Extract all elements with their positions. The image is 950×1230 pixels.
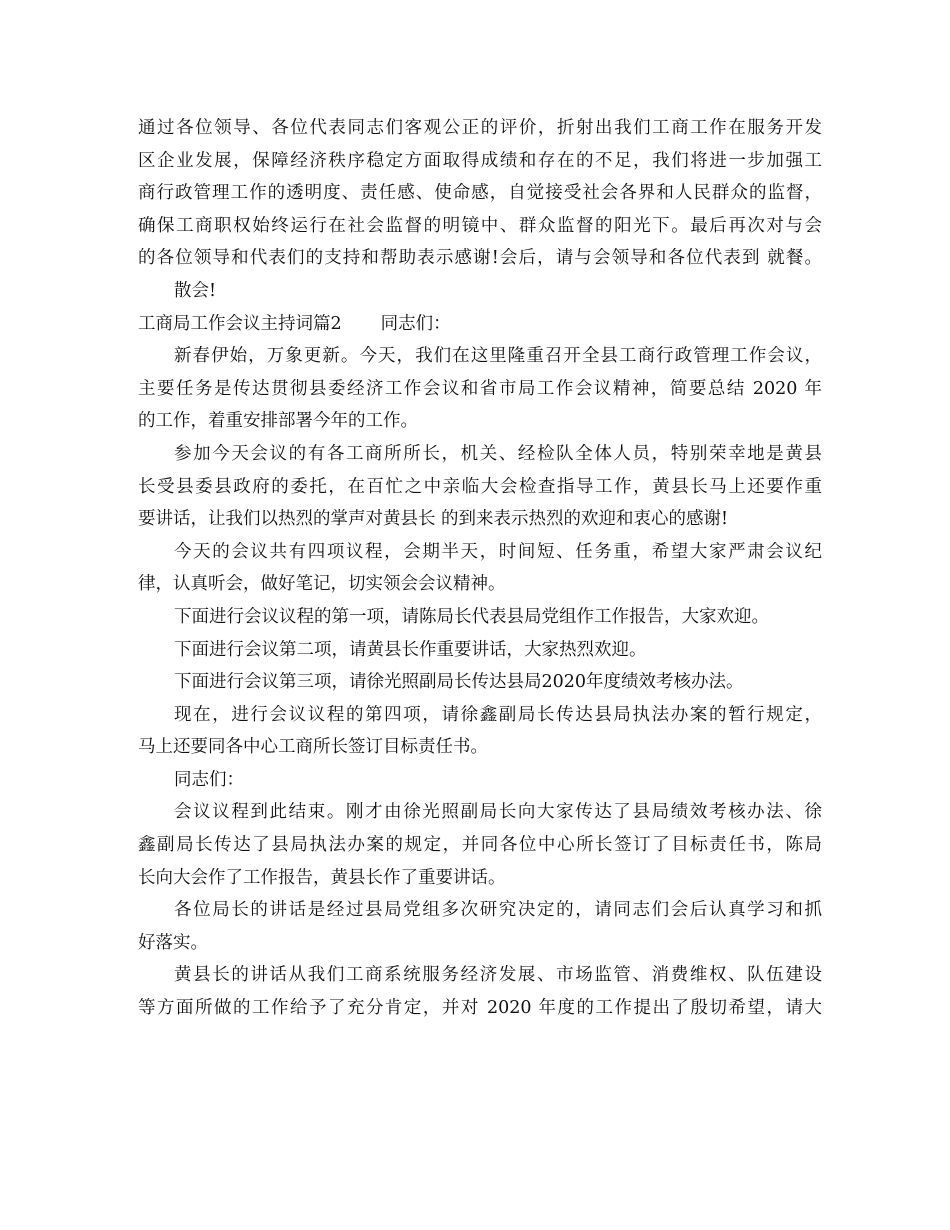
text-line: 长向大会作了工作报告，黄县长作了重要讲话。	[138, 867, 506, 888]
text-line: 区企业发展，保障经济秩序稳定方面取得成绩和存在的不足，我们将进一步加强工	[138, 150, 822, 171]
text-line: 今天的会议共有四项议程，会期半天，时间短、任务重，希望大家严肃会议纪	[174, 541, 822, 562]
text-line: 的各位领导和代表们的支持和帮助表示感谢!会后，请与会领导和各位代表到 就餐。	[138, 248, 822, 269]
text-line: 散会!	[174, 280, 217, 301]
text-line: 同志们：	[174, 769, 244, 790]
document-body	[138, 112, 822, 1025]
text-line: 下面进行会议第二项，请黄县长作重要讲话，大家热烈欢迎。	[174, 639, 647, 660]
text-line: 马上还要同各中心工商所长签订目标责任书。	[138, 737, 488, 758]
text-line: 通过各位领导、各位代表同志们客观公正的评价，折射出我们工商工作在服务开发	[138, 118, 822, 138]
text-line: 现在，进行会议议程的第四项，请徐鑫副局长传达县局执法办案的暂行规定，	[174, 704, 822, 725]
text-line: 的工作，着重安排部署今年的工作。	[138, 411, 418, 432]
text-line: 鑫副局长传达了县局执法办案的规定，并同各位中心所长签订了目标责任书，陈局	[138, 835, 822, 856]
text-line: 要讲话，让我们以热烈的掌声对黄县长 的到来表示热烈的欢迎和衷心的感谢!	[138, 509, 729, 530]
text-line: 下面进行会议第三项，请徐光照副局长传达县局2020年度绩效考核办法。	[174, 672, 744, 693]
text-line: 工商局工作会议主持词篇2 同志们：	[138, 313, 451, 334]
text-line: 会议议程到此结束。刚才由徐光照副局长向大家传达了县局绩效考核办法、徐	[174, 802, 822, 823]
text-line: 好落实。	[138, 932, 208, 953]
text-line: 新春伊始，万象更新。今天，我们在这里隆重召开全县工商行政管理工作会议，	[174, 346, 822, 367]
text-line: 商行政管理工作的透明度、责任感、使命感，自觉接受社会各界和人民群众的监督，	[138, 183, 822, 204]
text-line: 黄县长的讲话从我们工商系统服务经济发展、市场监管、消费维权、队伍建设	[174, 965, 822, 986]
text-line: 参加今天会议的有各工商所所长，机关、经检队全体人员，特别荣幸地是黄县	[174, 443, 822, 464]
text-line: 下面进行会议议程的第一项，请陈局长代表县局党组作工作报告，大家欢迎。	[174, 606, 769, 627]
text-line: 等方面所做的工作给予了充分肯定，并对 2020 年度的工作提出了殷切希望，请大	[138, 998, 822, 1019]
text-line: 长受县委县政府的委托，在百忙之中亲临大会检查指导工作，黄县长马上还要作重	[138, 476, 822, 497]
text-line: 确保工商职权始终运行在社会监督的明镜中、群众监督的阳光下。最后再次对与会	[138, 215, 822, 236]
text-line: 各位局长的讲话是经过县局党组多次研究决定的，请同志们会后认真学习和抓	[174, 900, 822, 921]
text-line: 主要任务是传达贯彻县委经济工作会议和省市局工作会议精神，简要总结 2020 年	[138, 378, 822, 399]
text-line: 律，认真听会，做好笔记，切实领会会议精神。	[138, 574, 506, 595]
